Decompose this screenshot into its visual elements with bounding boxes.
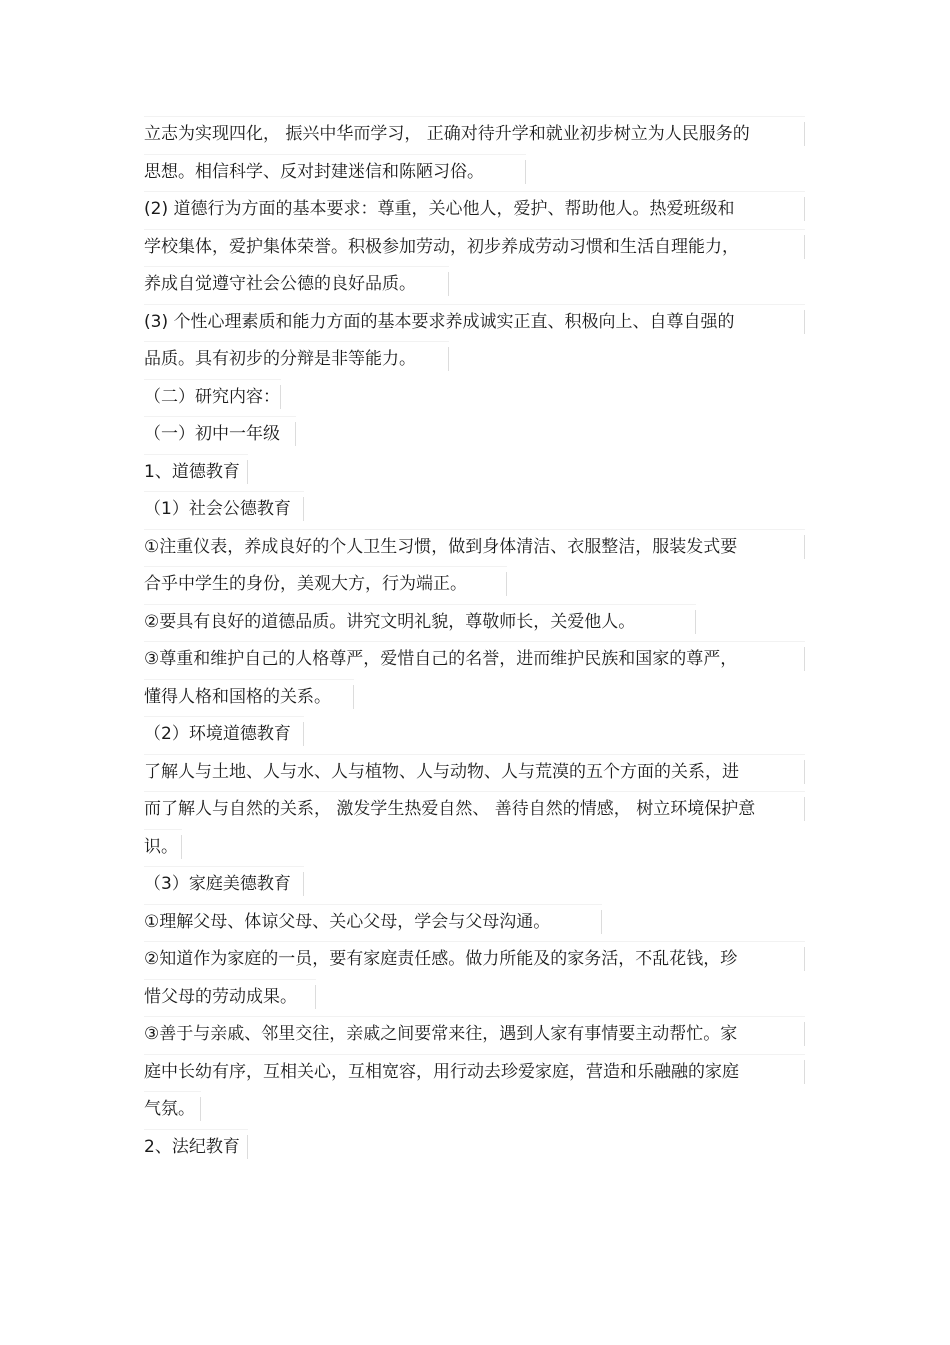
text-line: 学校集体，爱护集体荣誉。积极参加劳动，初步养成劳动习惯和生活自理能力， xyxy=(144,229,805,266)
text-line: ①理解父母、体谅父母、关心父母，学会与父母沟通。 xyxy=(144,904,602,941)
text-line: 思想。相信科学、反对封建迷信和陈陋习俗。 xyxy=(144,154,526,191)
text-line: ③尊重和维护自己的人格尊严，爱惜自己的名誉，进而维护民族和国家的尊严， xyxy=(144,641,805,678)
text-line: 合乎中学生的身份，美观大方，行为端正。 xyxy=(144,566,507,603)
text-line: ②要具有良好的道德品质。讲究文明礼貌，尊敬师长，关爱他人。 xyxy=(144,604,696,641)
section-heading: （3）家庭美德教育 xyxy=(144,866,304,903)
text-line: 庭中长幼有序，互相关心，互相宽容，用行动去珍爱家庭，营造和乐融融的家庭 xyxy=(144,1054,805,1091)
text-line: 而了解人与自然的关系， 激发学生热爱自然、 善待自然的情感， 树立环境保护意 xyxy=(144,791,805,828)
text-line: ③善于与亲戚、邻里交往，亲戚之间要常来往，遇到人家有事情要主动帮忙。家 xyxy=(144,1016,805,1053)
text-line: 气氛。 xyxy=(144,1091,201,1128)
text-line: 识。 xyxy=(144,829,182,866)
text-line: 品质。具有初步的分辩是非等能力。 xyxy=(144,341,449,378)
section-heading: （1）社会公德教育 xyxy=(144,491,304,528)
text-line: (2) 道德行为方面的基本要求：尊重，关心他人，爱护、帮助他人。热爱班级和 xyxy=(144,191,805,228)
text-line: 养成自觉遵守社会公德的良好品质。 xyxy=(144,266,449,303)
section-heading: （一）初中一年级 xyxy=(144,416,296,453)
text-line: 了解人与土地、人与水、人与植物、人与动物、人与荒漠的五个方面的关系，进 xyxy=(144,754,805,791)
text-line: (3) 个性心理素质和能力方面的基本要求养成诚实正直、积极向上、自尊自强的 xyxy=(144,304,805,341)
section-heading: （2）环境道德教育 xyxy=(144,716,304,753)
text-line: 惜父母的劳动成果。 xyxy=(144,979,316,1016)
text-line: ②知道作为家庭的一员，要有家庭责任感。做力所能及的家务活，不乱花钱，珍 xyxy=(144,941,805,978)
section-heading: （二）研究内容： xyxy=(144,379,281,416)
text-line: 立志为实现四化， 振兴中华而学习， 正确对待升学和就业初步树立为人民服务的 xyxy=(144,116,805,153)
text-line: 懂得人格和国格的关系。 xyxy=(144,679,354,716)
section-heading: 1、道德教育 xyxy=(144,454,248,491)
text-line: ①注重仪表，养成良好的个人卫生习惯，做到身体清洁、衣服整洁，服装发式要 xyxy=(144,529,805,566)
section-heading: 2、法纪教育 xyxy=(144,1129,248,1166)
